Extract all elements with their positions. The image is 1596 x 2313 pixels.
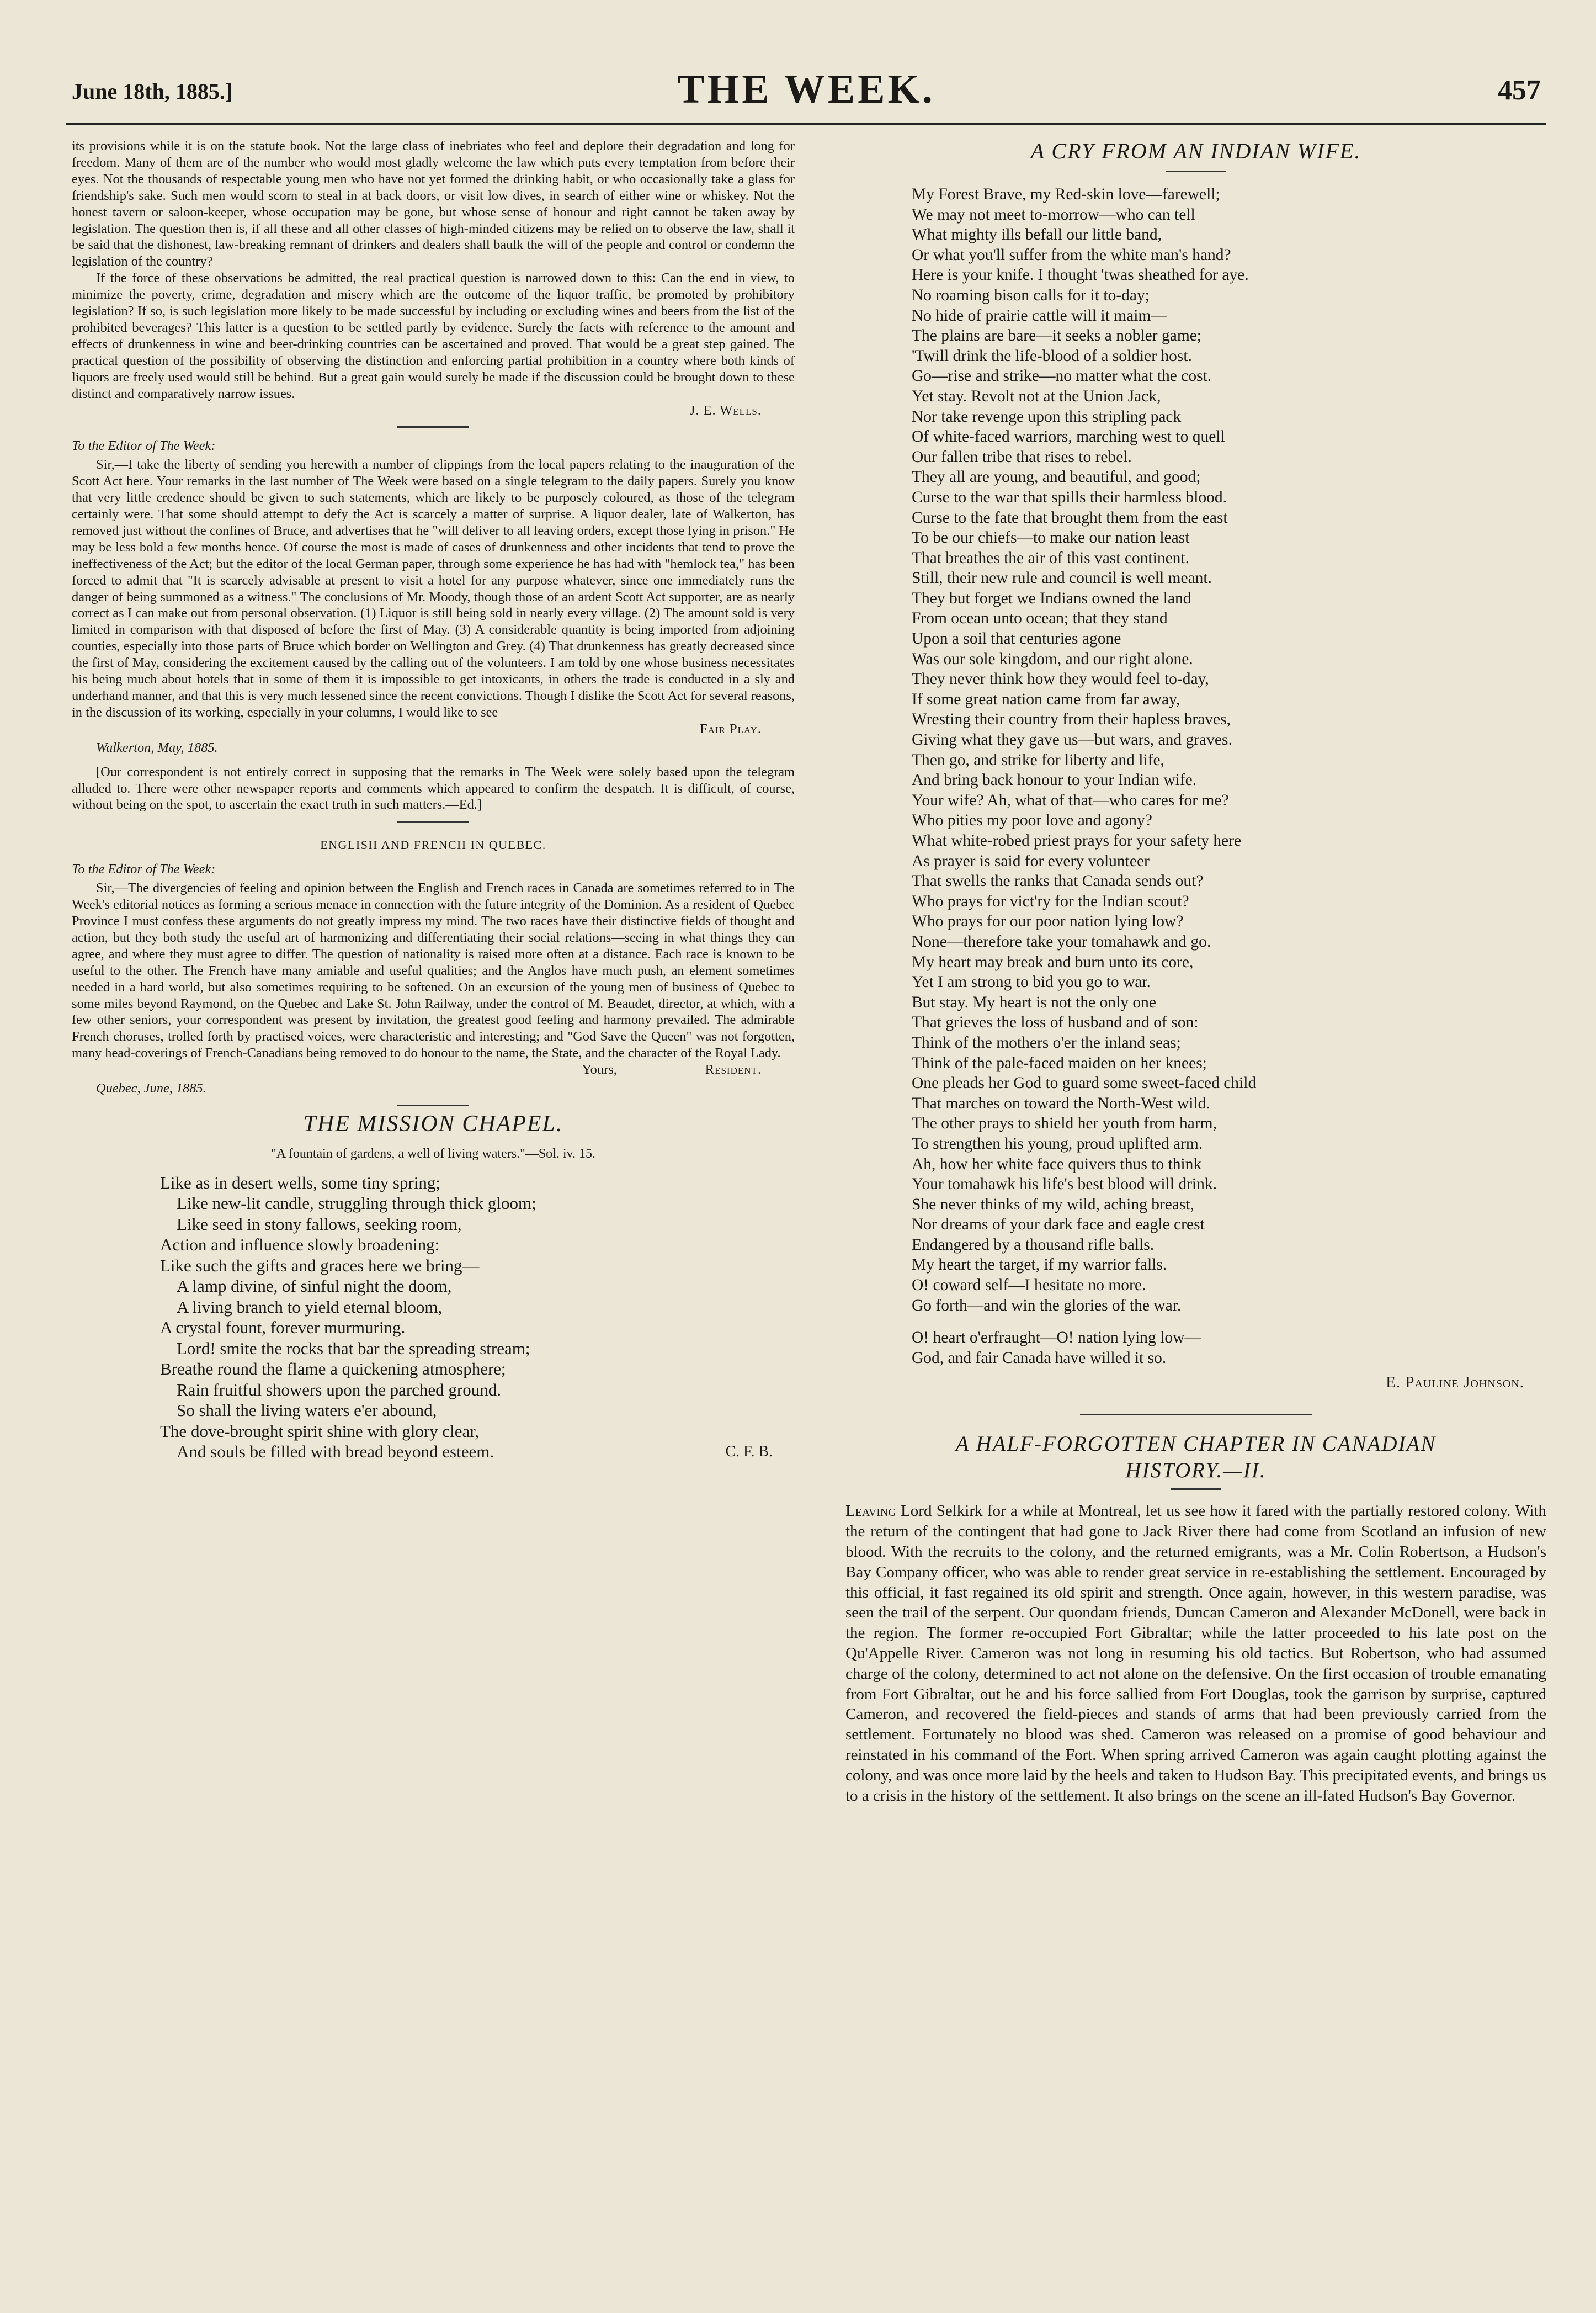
letter1-paragraph-1: its provisions while it is on the statute book. Not the large class of inebriates who feel and deplore their degradation and long for freedom. Many of them are of the number who would most gladly welcome the law which puts every temptation from before their eyes. Not the thousands of respectable young men who have not yet formed the drinking habit, or who occasionally take a glass for friendship's sake. Such men would scorn to steal in at back doors, or visit low dives, in search of either wine or whiskey. Not the honest tavern or saloon-keeper, whose occupation may be gone, but whose sense of honour and right cannot be taken away by legislation. The question then is, if all these and all other classes of high-minded citizens may be relied on to observe the law, shall it be said that the dishonest, law-breaking remnant of drinkers and dealers shall baulk the will of the people and control or condemn the legislation of the country? (72, 139, 795, 269)
mission-chapel-verse (72, 1173, 795, 1462)
verse-line: That swells the ranks that Canada sends out? (912, 872, 1204, 890)
verse-line: Or what you'll suffer from the white man's hand? (912, 246, 1231, 264)
letter1-signature: J. E. Wells. (689, 402, 762, 418)
divider (1080, 1414, 1312, 1415)
letter2-salutation: To the Editor of The Week: (72, 438, 216, 454)
verse-line: But stay. My heart is not the only one (912, 993, 1156, 1011)
verse-line: Yet I am strong to bid you go to war. (912, 973, 1151, 991)
verse-line: Think of the mothers o'er the inland seas; (912, 1033, 1181, 1052)
letter1-signature-line (72, 402, 795, 419)
verse-line: Yet stay. Revolt not at the Union Jack, (912, 387, 1161, 405)
verse-line: Go forth—and win the glories of the war. (912, 1296, 1182, 1314)
half-forgotten-chapter (845, 1431, 1546, 1806)
verse-line: A living branch to yield eternal bloom, (177, 1297, 443, 1317)
verse-line: Then go, and strike for liberty and life, (912, 751, 1164, 769)
verse-line: Who pities my poor love and agony? (912, 811, 1152, 830)
verse-line: So shall the living waters e'er abound, (177, 1400, 437, 1420)
verse-line: And souls be filled with bread beyond esteem. (177, 1442, 494, 1462)
divider (397, 426, 469, 428)
verse-line: No hide of prairie cattle will it maim— (912, 306, 1167, 325)
letter3-place-date: Quebec, June, 1885. (96, 1081, 206, 1096)
letter-scott-act (72, 438, 795, 813)
verse-line: Your tomahawk his life's best blood will drink. (912, 1175, 1217, 1193)
chapter-text: Lord Selkirk for a while at Montreal, let us see how it fared with the partially restored colony. With the return of the contingent that had gone to Jack River there had come from Scotland an infusion of new blood. With the recruits to the colony, and the returned emigrants, was a Mr. Colin Robertson, a Hudson's Bay Company officer, who was able to render great service in re-establishing the settlement. Encouraged by this official, it fast regained its old spirit and strength. Once again, however, in this western paradise, was seen the trail of the serpent. Our quondam friends, Duncan Cameron and Alexander McDonell, were back in the region. The former re-occupied Fort Gibraltar; while the latter proceeded to his late post on the Qu'Appelle River. Cameron was not long in resuming his old tactics. But Robertson, who had assumed charge of the colony, determined to act not alone on the defensive. On the first occasion of trouble emanating from Fort Gibraltar, out he and his force sallied from Fort Douglas, took the garrison by surprise, captured Cameron, and recovered the field-pieces and stands of arms that had been previously carried from the settlement. Fortunately no blood was shed. Cameron was released on a promise of good behaviour and reinstated in his command of the Fort. When spring arrived Cameron was again caught plotting against the colony, and was once more laid by the heels and taken to Hudson Bay. This precipitated events, and brings us to a crisis in the history of the settlement. It also brings on the scene an ill-fated Hudson's Bay Governor. (845, 1502, 1547, 1805)
verse-line: That marches on toward the North-West wild. (912, 1094, 1210, 1112)
verse-line: Of white-faced warriors, marching west to quell (912, 428, 1225, 446)
verse-line: A lamp divine, of sinful night the doom, (177, 1276, 452, 1296)
letter3-salutation: To the Editor of The Week: (72, 862, 216, 877)
verse-line: My heart the target, if my warrior falls. (912, 1256, 1167, 1274)
right-column (845, 138, 1546, 1806)
letter-continuation (72, 138, 795, 418)
indian-wife-poem (845, 138, 1546, 1392)
masthead-title: THE WEEK. (677, 67, 935, 112)
letter2-body: Sir,—I take the liberty of sending you herewith a number of clippings from the local papers relating to the inauguration of the Scott Act here. Your remarks in the last number of The Week were based on a single telegram to the daily papers. Surely you know that very little credence should be given to such statements, which are likely to be purposely coloured, as those of the telegram certainly were. That some should attempt to defy the Act is scarcely a matter of surprise. A liquor dealer, late of Walkerton, has removed just without the confines of Bruce, and advertises that he "will deliver to all leaving orders, except those lying in prison." He may be less bold a few months hence. Of course the most is made of cases of drunkenness and other incidents that tend to prove the ineffectiveness of the Act; but the editor of the local German paper, through some experience he has had with "hemlock tea," has been forced to admit that "It is scarcely advisable at present to visit a hotel for any purpose whatever, since one immediately runs the danger of being summoned as a witness." The conclusions of Mr. Moody, though those of an ardent Scott Act supporter, are as nearly correct as I can make out from personal observation. (1) Liquor is still being sold in nearly every village. (2) The amount sold is very limited in comparison with that disposed of before the first of May. (3) A considerable quantity is being imported from adjoining counties, especially into those parts of Bruce which border on Wellington and Grey. (4) That drunkenness has greatly decreased since the first of May, considering the excitement caused by the calling out of the volunteers. I am told by one whose business necessitates his being much about hotels that in some of them it is impossible to get intoxicants, in others the trade is conducted in a sly and underhand manner, and that this is very much lessened since the recent convictions. Though I dislike the Scott Act for several reasons, in the discussion of its working, especially in your columns, I would like to see (72, 457, 795, 720)
verse-line: Who prays for our poor nation lying low? (912, 913, 1184, 931)
verse-line: The other prays to shield her youth from harm, (912, 1115, 1217, 1133)
verse-line: Upon a soil that centuries agone (912, 630, 1121, 648)
verse-line: Curse to the fate that brought them from the east (912, 508, 1228, 527)
verse-line: That grieves the loss of husband and of son: (912, 1014, 1199, 1032)
letter3-closing: Yours, (582, 1062, 617, 1078)
verse-line: O! heart o'erfraught—O! nation lying low— (912, 1329, 1201, 1347)
chapter-title-line-1: A HALF-FORGOTTEN CHAPTER IN CANADIAN (955, 1432, 1437, 1456)
verse-line: What white-robed priest prays for your safety here (912, 832, 1242, 850)
letter-quebec (72, 837, 795, 1097)
verse-line: A crystal fount, forever murmuring. (160, 1318, 406, 1338)
mission-chapel-epigraph: "A fountain of gardens, a well of living waters."—Sol. iv. 15. (271, 1146, 595, 1161)
verse-line: One pleads her God to guard some sweet-faced child (912, 1074, 1257, 1092)
verse-line: Like such the gifts and graces here we bring— (160, 1255, 480, 1275)
divider (1166, 171, 1226, 172)
verse-line: What mighty ills befall our little band, (912, 226, 1162, 244)
mission-chapel-signature: C. F. B. (725, 1443, 773, 1461)
verse-line: To be our chiefs—to make our nation least (912, 529, 1190, 547)
indian-wife-verse (845, 184, 1546, 1315)
verse-line: And bring back honour to your Indian wife. (912, 771, 1197, 789)
verse-line: Giving what they gave us—but wars, and graves. (912, 731, 1232, 749)
verse-line: Wresting their country from their hapless braves, (912, 710, 1231, 729)
verse-line: O! coward self—I hesitate no more. (912, 1276, 1146, 1295)
verse-line: That breathes the air of this vast continent. (912, 549, 1189, 567)
editor-note: [Our correspondent is not entirely correct in supposing that the remarks in The Week were solely based upon the telegram alluded to. There were other newspaper reports and comments which appeared to confirm the despatch. It is difficult, of course, without being on the spot, to ascertain the exact truth in such matters.—Ed.] (72, 764, 795, 813)
verse-line: Curse to the war that spills their harmless blood. (912, 488, 1227, 506)
verse-line: Breathe round the flame a quickening atmosphere; (160, 1359, 506, 1379)
indian-wife-title: A CRY FROM AN INDIAN WIFE. (1030, 139, 1361, 163)
verse-line: We may not meet to-morrow—who can tell (912, 205, 1195, 224)
mission-chapel-poem (72, 1111, 795, 1462)
verse-line: Rain fruitful showers upon the parched ground. (177, 1380, 502, 1399)
verse-line: They but forget we Indians owned the land (912, 589, 1191, 607)
page-header (72, 66, 1541, 127)
verse-line: My heart may break and burn unto its core, (912, 953, 1194, 971)
verse-line: Like as in desert wells, some tiny spring; (160, 1173, 440, 1192)
verse-line: Lord! smite the rocks that bar the spreading stream; (177, 1338, 530, 1358)
letter3-signature: Resident. (705, 1062, 762, 1078)
verse-line: The plains are bare—it seeks a nobler game; (912, 327, 1202, 345)
verse-line: As prayer is said for every volunteer (912, 852, 1150, 870)
verse-line: To strengthen his young, proud uplifted arm. (912, 1134, 1203, 1153)
verse-line: 'Twill drink the life-blood of a soldier host. (912, 347, 1192, 365)
verse-line: No roaming bison calls for it to-day; (912, 286, 1150, 304)
indian-wife-coda (845, 1328, 1546, 1368)
verse-line: Like seed in stony fallows, seeking room, (177, 1214, 462, 1234)
left-column (72, 138, 795, 1462)
verse-line: They all are young, and beautiful, and good; (912, 468, 1201, 486)
letter3-heading: ENGLISH AND FRENCH IN QUEBEC. (320, 838, 546, 852)
verse-line: She never thinks of my wild, aching breast, (912, 1195, 1195, 1213)
verse-line: Action and influence slowly broadening: (160, 1235, 440, 1255)
letter2-place-date: Walkerton, May, 1885. (96, 740, 218, 755)
letter2-signature-line (72, 721, 795, 738)
verse-line: Ah, how her white face quivers thus to think (912, 1155, 1202, 1173)
verse-line: If some great nation came from far away, (912, 690, 1180, 708)
letter3-body: Sir,—The divergencies of feeling and opinion between the English and French races in Canada are sometimes referred to in The Week's editorial notices as forming a serious menace in connection with the future integrity of the Dominion. As a resident of Quebec Province I must confess these arguments do not greatly impress my mind. The two races have their distinctive fields of thought and action, but they both study the useful art of harmonizing and differentiating their social relations—seeing in what things they can agree, and where they must agree to differ. The question of nationality is raised more often at a distance. Each race is known to be useful to the other. The French have many amiable and useful qualities; and the Anglos have much push, an element sometimes needed in a hard world, but also sometimes requiring to be softened. On an excursion of the young men of business of Quebec to some miles beyond Raymond, on the Quebec and Lake St. John Railway, under the control of M. Beaudet, director, at which, with a few other seniors, your correspondent was present by invitation, the greatest good feeling and harmony prevailed. The admirable French choruses, trolled forth by practised voices, were characteristic and interesting; and "God Save the Queen" was not forgotten, many head-coverings of French-Canadians being removed to do honour to the name, the State, and the character of the Royal Lady. (72, 880, 795, 1061)
verse-line: God, and fair Canada have willed it so. (912, 1349, 1167, 1367)
verse-line: Here is your knife. I thought 'twas sheathed for aye. (912, 266, 1249, 284)
verse-line: Nor take revenge upon this stripling pack (912, 407, 1182, 426)
divider (397, 821, 469, 823)
mission-chapel-title: THE MISSION CHAPEL. (303, 1111, 563, 1137)
verse-line: From ocean unto ocean; that they stand (912, 609, 1168, 628)
divider (397, 1105, 469, 1106)
mission-chapel-last-line (160, 1441, 795, 1462)
issue-date: June 18th, 1885.] (72, 79, 233, 104)
verse-line: Like new-lit candle, struggling through thick gloom; (177, 1193, 536, 1213)
verse-line: Go—rise and strike—no matter what the cost. (912, 367, 1212, 385)
verse-line: Still, their new rule and council is well meant. (912, 569, 1212, 587)
verse-line: Endangered by a thousand rifle balls. (912, 1235, 1155, 1254)
header-rule (66, 123, 1546, 125)
verse-line: My Forest Brave, my Red-skin love—farewell; (912, 185, 1220, 203)
letter1-paragraph-2: If the force of these observations be admitted, the real practical question is narrowed down to this: Can the end in view, to minimize the poverty, crime, degradation and misery which are the outcome of the liquor traffic, be promoted by prohibitory legislation? If so, is such legislation more likely to be made successful by including or excluding wines and beers from the list of the prohibited beverages? This latter is a question to be settled partly by evidence. Surely the facts with reference to the amount and effects of drunkenness in wine and beer-drinking countries can be ascertained and proved. That would be a great step gained. The practical question of the possibility of observing the distinction and enforcing partial prohibition in a country where both kinds of liquors are freely used would still be behind. But a great gain would surely be made if the discussion could be brought down to these distinct and comparatively narrow issues. (72, 270, 795, 401)
divider (1171, 1488, 1221, 1490)
chapter-body (845, 1501, 1546, 1806)
verse-line: Our fallen tribe that rises to rebel. (912, 448, 1132, 466)
letter2-signature: Fair Play. (700, 721, 762, 736)
verse-line: Your wife? Ah, what of that—who cares for me? (912, 791, 1229, 809)
chapter-title-line-2: HISTORY.—II. (1125, 1458, 1267, 1483)
verse-line: Was our sole kingdom, and our right alone. (912, 650, 1193, 668)
page-number: 457 (1498, 75, 1541, 106)
letter3-signature-line (72, 1062, 795, 1078)
verse-line: They never think how they would feel to-day, (912, 670, 1209, 688)
verse-line: Who prays for vict'ry for the Indian scout? (912, 892, 1189, 910)
verse-line: The dove-brought spirit shine with glory clear, (160, 1421, 480, 1441)
indian-wife-author: E. Pauline Johnson. (1386, 1373, 1524, 1392)
verse-line: None—therefore take your tomahawk and go. (912, 932, 1211, 951)
verse-line: Think of the pale-faced maiden on her knees; (912, 1054, 1207, 1072)
verse-line: Nor dreams of your dark face and eagle crest (912, 1216, 1205, 1234)
chapter-first-word: Leaving (845, 1502, 896, 1520)
